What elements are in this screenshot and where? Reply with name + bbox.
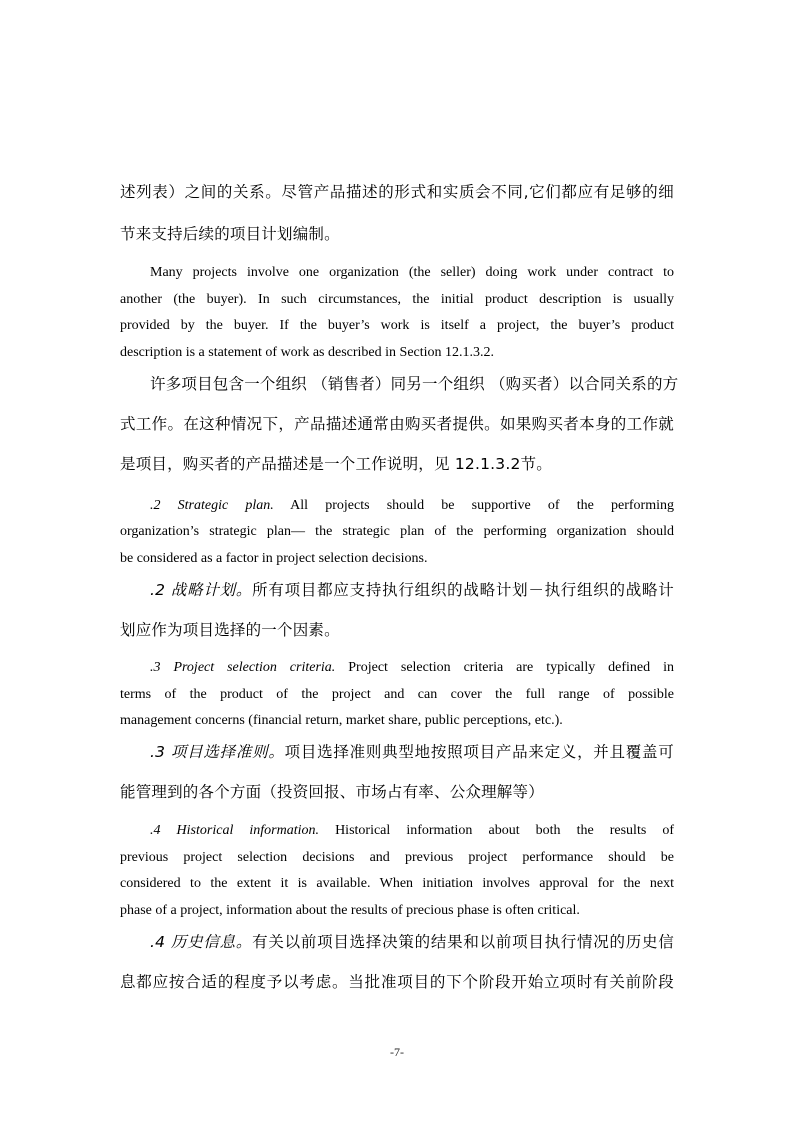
text-line — [120, 260, 674, 287]
section-heading: .2 Strategic plan. — [150, 498, 274, 513]
line-text: considered to the extent it is available. When initiation involves approval for the next — [120, 876, 674, 891]
text-line — [120, 372, 679, 394]
text-line — [120, 222, 674, 244]
text-line — [120, 412, 674, 434]
text-line — [120, 740, 674, 762]
text-line — [120, 287, 674, 314]
text-line — [120, 180, 674, 202]
text-line — [120, 519, 674, 546]
line-text: 所有项目都应支持执行组织的战略计划－执行组织的战略计 — [252, 581, 674, 599]
line-text: be considered as a factor in project selection decisions. — [120, 551, 428, 566]
line-text: 式工作。在这种情况下，产品描述通常由购买者提供。如果购买者本身的工作就 — [120, 415, 674, 433]
text-line — [120, 970, 674, 992]
section-heading: .2 战略计划。 — [150, 581, 253, 599]
line-text: terms of the product of the project and can cover the full range of possible — [120, 687, 674, 702]
text-line — [120, 708, 674, 735]
line-text: Many projects involve one organization (the seller) doing work under contract to — [150, 265, 674, 280]
line-text: organization’s strategic plan— the strategic plan of the performing organization should — [120, 524, 674, 539]
section-heading: .4 Historical information. — [150, 823, 320, 838]
line-text: another (the buyer). In such circumstances, the initial product description is usually — [120, 292, 674, 307]
line-text: 许多项目包含一个组织 （销售者）同另一个组织 （购买者）以合同关系的方 — [150, 375, 679, 393]
line-text: 能管理到的各个方面（投资回报、市场占有率、公众理解等） — [120, 783, 544, 801]
line-text: Project selection criteria are typically defined in — [335, 660, 674, 675]
text-line — [120, 655, 674, 682]
line-text: 息都应按合适的程度予以考虑。当批准项目的下个阶段开始立项时有关前阶段 — [120, 973, 674, 991]
line-text: 划应作为项目选择的一个因素。 — [120, 621, 340, 639]
text-line — [120, 818, 674, 845]
text-line — [120, 340, 674, 367]
text-line — [120, 682, 674, 709]
line-text: phase of a project, information about the results of precious phase is often critical. — [120, 903, 580, 918]
line-text: management concerns (financial return, market share, public perceptions, etc.). — [120, 713, 563, 728]
section-heading: .3 Project selection criteria. — [150, 660, 336, 675]
text-line — [120, 898, 674, 925]
line-text: Historical information about both the results of — [319, 823, 674, 838]
line-text: provided by the buyer. If the buyer’s work is itself a project, the buyer’s product — [120, 318, 674, 333]
line-text: previous project selection decisions and previous project performance should be — [120, 850, 674, 865]
line-text: description is a statement of work as described in Section 12.1.3.2. — [120, 345, 495, 360]
line-text: 述列表）之间的关系。尽管产品描述的形式和实质会不同,它们都应有足够的细 — [120, 183, 674, 201]
text-line — [120, 930, 674, 952]
text-line — [120, 546, 674, 573]
text-line — [120, 780, 674, 802]
section-heading: .4 历史信息。 — [150, 933, 253, 951]
section-heading: .3 项目选择准则。 — [150, 743, 285, 761]
text-line — [120, 618, 674, 640]
line-text: 项目选择准则典型地按照项目产品来定义，并且覆盖可 — [284, 743, 675, 761]
text-line — [120, 452, 674, 474]
text-line — [120, 845, 674, 872]
text-line — [120, 313, 674, 340]
line-text: 有关以前项目选择决策的结果和以前项目执行情况的历史信 — [252, 933, 674, 951]
page-number: -7- — [390, 1045, 404, 1059]
text-line — [120, 871, 674, 898]
text-line — [120, 493, 674, 520]
line-text: All projects should be supportive of the performing — [273, 498, 674, 513]
line-text: 是项目，购买者的产品描述是一个工作说明，见 12.1.3.2节。 — [120, 455, 552, 473]
text-line — [120, 578, 674, 600]
line-text: 节来支持后续的项目计划编制。 — [120, 225, 340, 243]
